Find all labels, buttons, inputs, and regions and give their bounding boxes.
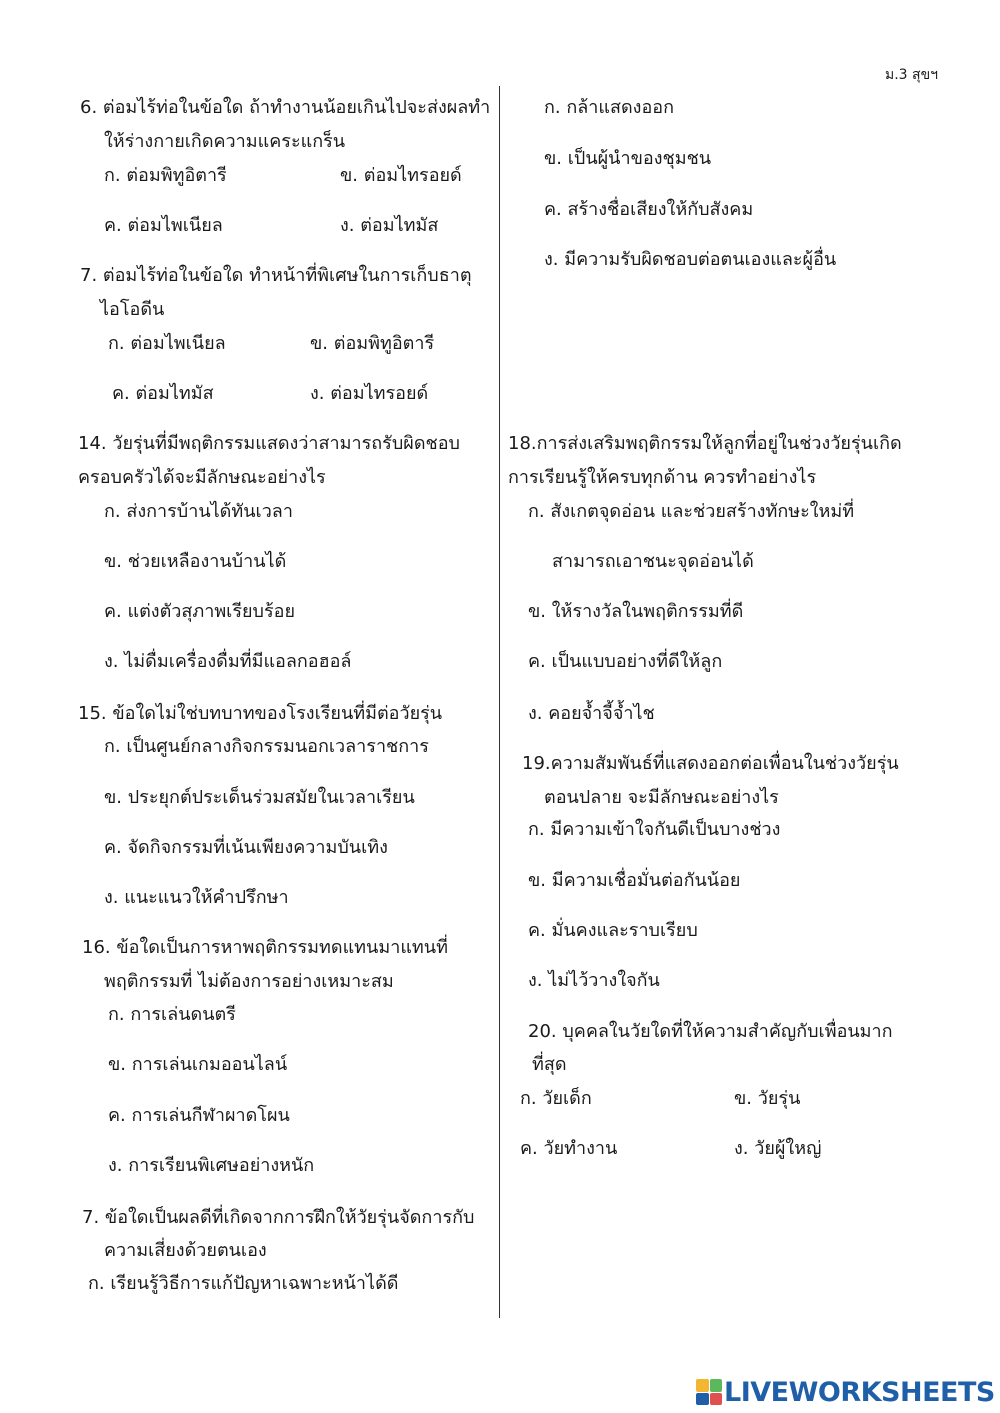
choice[interactable]: ง. มีความรับผิดชอบต่อตนเองและผู้อื่น — [544, 249, 837, 270]
question-stem: ตอนปลาย จะมีลักษณะอย่างไร — [544, 787, 779, 808]
column-divider — [499, 86, 500, 1318]
question-stem: 6. ต่อมไร้ท่อในข้อใด ถ้าทำงานน้อยเกินไปจะส่งผลทำ — [80, 97, 491, 118]
liveworksheets-logo[interactable] — [696, 1376, 995, 1408]
choice-b[interactable]: ข. ต่อมไทรอยด์ — [340, 165, 462, 186]
logo-square — [696, 1379, 709, 1392]
choice-d[interactable]: ง. ไม่ดื่มเครื่องดื่มที่มีแอลกอฮอล์ — [104, 651, 352, 672]
choice-a[interactable]: ก. ต่อมพิทูอิตารี — [104, 165, 227, 186]
choice-c[interactable]: ค. แต่งตัวสุภาพเรียบร้อย — [104, 601, 296, 622]
choice-d[interactable]: ง. แนะแนวให้คำปรึกษา — [104, 887, 289, 908]
question-stem: 18.การส่งเสริมพฤติกรรมให้ลูกที่อยู่ในช่วงวัยรุ่นเกิด — [508, 433, 902, 454]
choice-c[interactable]: ค. ต่อมไทมัส — [112, 383, 214, 404]
choice[interactable]: ข. เป็นผู้นำของชุมชน — [544, 148, 712, 169]
choice-c[interactable]: ค. จัดกิจกรรมที่เน้นเพียงความบันเทิง — [104, 837, 388, 858]
choice-a[interactable]: ก. ต่อมไพเนียล — [108, 333, 226, 354]
choice-a[interactable]: ก. ส่งการบ้านได้ทันเวลา — [104, 501, 293, 522]
choice-c[interactable]: ค. การเล่นกีฬาผาดโผน — [108, 1105, 290, 1126]
question-stem: ให้ร่างกายเกิดความแคระแกร็น — [104, 131, 346, 152]
choice-b[interactable]: ข. การเล่นเกมออนไลน์ — [108, 1054, 288, 1075]
choice-d[interactable]: ง. การเรียนพิเศษอย่างหนัก — [108, 1155, 315, 1176]
choice-d[interactable]: ง. ต่อมไทรอยด์ — [310, 383, 429, 404]
choice-a[interactable]: ก. มีความเข้าใจกันดีเป็นบางช่วง — [528, 819, 781, 840]
question-stem: 20. บุคคลในวัยใดที่ให้ความสำคัญกับเพื่อนมาก — [528, 1021, 893, 1042]
choice-a[interactable]: ก. วัยเด็ก — [520, 1088, 592, 1109]
choice-d[interactable]: ง. ต่อมไทมัส — [340, 215, 439, 236]
choice-d[interactable]: ง. ไม่ไว้วางใจกัน — [528, 970, 660, 991]
class-level-label: ม.3 สุขฯ — [884, 67, 938, 83]
question-stem: ความเสี่ยงด้วยตนเอง — [104, 1240, 267, 1261]
choice-a[interactable]: ก. เป็นศูนย์กลางกิจกรรมนอกเวลาราชการ — [104, 736, 429, 757]
choice-b[interactable]: ข. วัยรุ่น — [734, 1088, 801, 1109]
question-stem: ที่สุด — [532, 1054, 567, 1075]
choice[interactable]: ก. กล้าแสดงออก — [544, 97, 674, 118]
choice-b[interactable]: ข. มีความเชื่อมั่นต่อกันน้อย — [528, 870, 741, 891]
choice-a[interactable]: ก. เรียนรู้วิธีการแก้ปัญหาเฉพาะหน้าได้ดี — [88, 1273, 399, 1294]
question-stem: 15. ข้อใดไม่ใช่บทบาทของโรงเรียนที่มีต่อวัยรุ่น — [78, 703, 443, 724]
question-stem: ครอบครัวได้จะมีลักษณะอย่างไร — [78, 467, 326, 488]
choice-a[interactable]: ก. สังเกตจุดอ่อน และช่วยสร้างทักษะใหม่ที่ — [528, 501, 855, 522]
question-stem: 14. วัยรุ่นที่มีพฤติกรรมแสดงว่าสามารถรับผิดชอบ — [78, 433, 460, 454]
logo-square — [696, 1393, 709, 1406]
question-stem: การเรียนรู้ให้ครบทุกด้าน ควรทำอย่างไร — [508, 467, 817, 488]
choice-c[interactable]: ค. ต่อมไพเนียล — [104, 215, 223, 236]
choice-b[interactable]: ข. ให้รางวัลในพฤติกรรมที่ดี — [528, 601, 744, 622]
choice-c[interactable]: ค. มั่นคงและราบเรียบ — [528, 920, 698, 941]
choice-c[interactable]: ค. วัยทำงาน — [520, 1138, 618, 1159]
choice-a[interactable]: ก. การเล่นดนตรี — [108, 1004, 236, 1025]
choice-a-continued: สามารถเอาชนะจุดอ่อนได้ — [552, 551, 754, 572]
choice-b[interactable]: ข. ประยุกต์ประเด็นร่วมสมัยในเวลาเรียน — [104, 787, 415, 808]
liveworksheets-logo-icon — [696, 1379, 722, 1405]
question-stem: 7. ต่อมไร้ท่อในข้อใด ทำหน้าที่พิเศษในการเก็บธาตุ — [80, 265, 472, 286]
choice-c[interactable]: ค. เป็นแบบอย่างที่ดีให้ลูก — [528, 651, 723, 672]
choice-b[interactable]: ข. ต่อมพิทูอิตารี — [310, 333, 435, 354]
logo-square — [710, 1393, 723, 1406]
question-stem: ไอโอดีน — [100, 299, 165, 320]
logo-square — [710, 1379, 723, 1392]
brand-name: LIVEWORKSHEETS — [724, 1376, 995, 1408]
question-stem: 7. ข้อใดเป็นผลดีที่เกิดจากการฝึกให้วัยรุ่นจัดการกับ — [82, 1207, 475, 1228]
choice-b[interactable]: ข. ช่วยเหลืองานบ้านได้ — [104, 551, 287, 572]
choice-d[interactable]: ง. วัยผู้ใหญ่ — [734, 1138, 822, 1159]
choice[interactable]: ค. สร้างชื่อเสียงให้กับสังคม — [544, 199, 754, 220]
question-stem: 16. ข้อใดเป็นการหาพฤติกรรมทดแทนมาแทนที่ — [82, 937, 448, 958]
question-stem: พฤติกรรมที่ ไม่ต้องการอย่างเหมาะสม — [104, 971, 394, 992]
choice-d[interactable]: ง. คอยจ้ำจี้จ้ำไช — [528, 703, 655, 724]
question-stem: 19.ความสัมพันธ์ที่แสดงออกต่อเพื่อนในช่วงวัยรุ่น — [522, 753, 899, 774]
